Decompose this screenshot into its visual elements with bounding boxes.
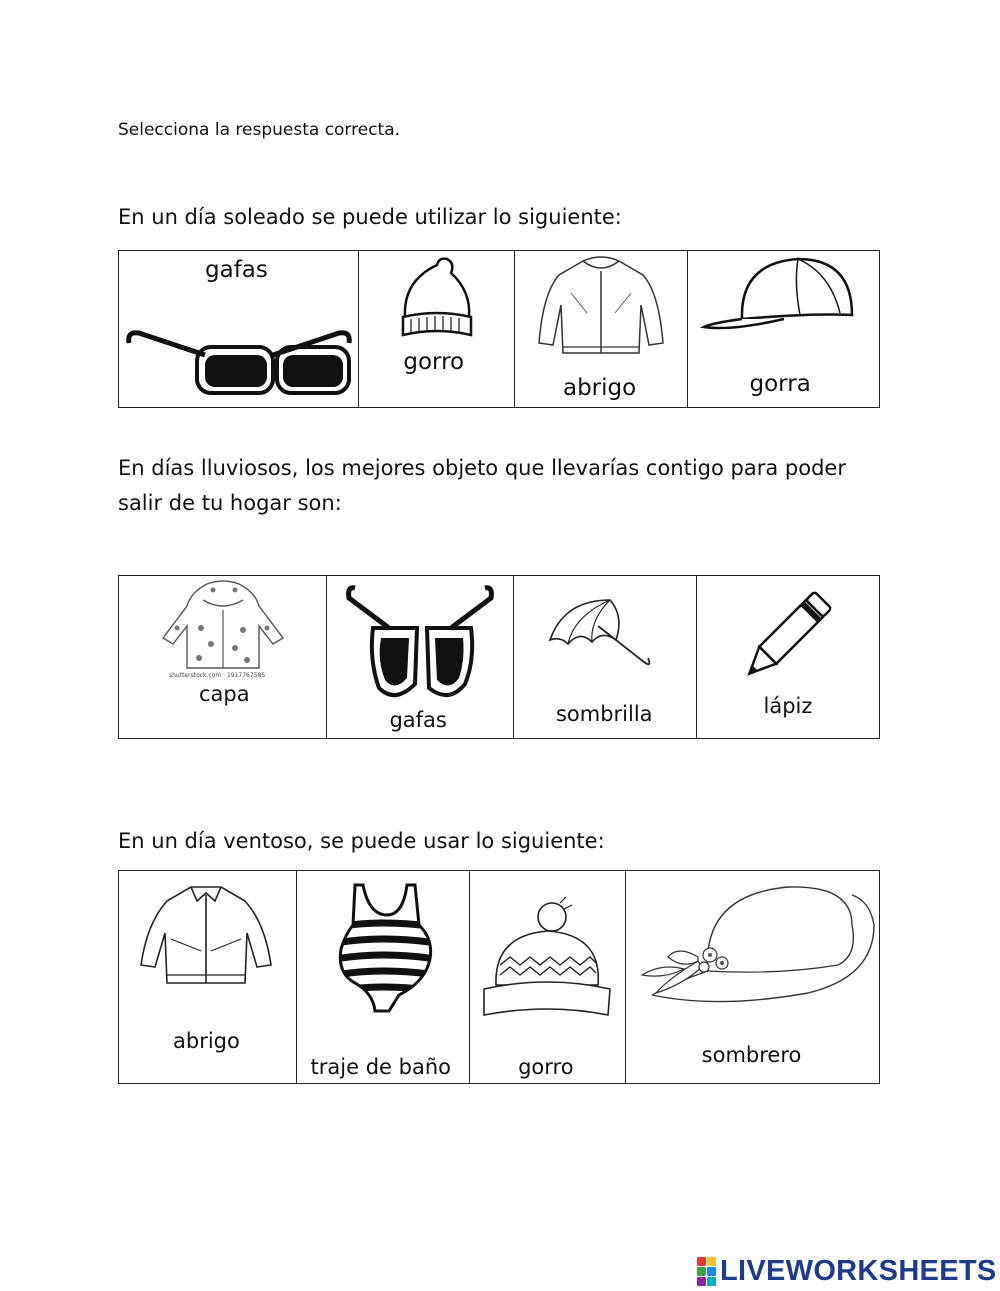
beanie-icon <box>399 255 475 341</box>
option-label: gafas <box>205 257 268 283</box>
umbrella-icon <box>544 596 662 674</box>
q3-option-abrigo[interactable] <box>119 871 297 1083</box>
q2-option-gafas[interactable] <box>327 576 514 738</box>
swimsuit-icon <box>325 879 445 1015</box>
raincoat-icon <box>155 578 291 674</box>
option-label: gorra <box>749 371 811 397</box>
cap-icon <box>702 253 858 339</box>
q3-option-traje-de-bano[interactable] <box>297 871 471 1083</box>
watermark-text: shutterstock.com · 1917767585 <box>169 672 266 679</box>
question-3-options <box>118 870 880 1084</box>
logo-text: LIVEWORKSHEETS <box>720 1255 997 1287</box>
q2-option-lapiz[interactable] <box>697 576 879 738</box>
jacket-icon <box>531 253 671 365</box>
option-label: gorro <box>403 349 465 375</box>
logo-mark-icon <box>697 1257 716 1286</box>
sun-hat-icon <box>638 885 874 1009</box>
question-1-text: En un día soleado se puede utilizar lo siguiente: <box>118 205 622 229</box>
option-label: sombrilla <box>555 702 653 726</box>
option-label: abrigo <box>173 1029 240 1053</box>
option-label: gafas <box>389 708 447 732</box>
option-label: lápiz <box>763 694 813 718</box>
q1-option-gorro[interactable] <box>359 251 515 407</box>
question-1-options <box>118 250 880 408</box>
instruction-text: Selecciona la respuesta correcta. <box>118 120 401 140</box>
question-3-text: En un día ventoso, se puede usar lo siguiente: <box>118 829 605 853</box>
q2-option-sombrilla[interactable] <box>514 576 698 738</box>
q3-option-sombrero[interactable] <box>626 871 879 1083</box>
option-label: capa <box>199 682 250 706</box>
option-label: abrigo <box>562 375 637 401</box>
sunglasses-icon <box>125 321 353 397</box>
winter-hat-icon <box>478 899 614 1019</box>
q1-option-gorra[interactable] <box>688 251 880 407</box>
liveworksheets-logo <box>697 1255 997 1288</box>
option-label: traje de baño <box>310 1055 451 1079</box>
q1-option-gafas[interactable] <box>119 251 359 407</box>
option-label: sombrero <box>701 1043 802 1067</box>
question-2-line-2: salir de tu hogar son: <box>118 491 342 515</box>
sunglasses-icon <box>345 580 495 704</box>
option-label: gorro <box>518 1055 574 1079</box>
q1-option-abrigo[interactable] <box>515 251 688 407</box>
q2-option-capa[interactable] <box>119 576 327 738</box>
question-2-options <box>118 575 880 739</box>
q3-option-gorro[interactable] <box>470 871 626 1083</box>
question-2-line-1: En días lluviosos, los mejores objeto que llevarías contigo para poder <box>118 456 846 480</box>
jacket-icon <box>131 879 281 991</box>
pencil-icon <box>737 582 841 686</box>
question-2-text <box>118 451 898 521</box>
